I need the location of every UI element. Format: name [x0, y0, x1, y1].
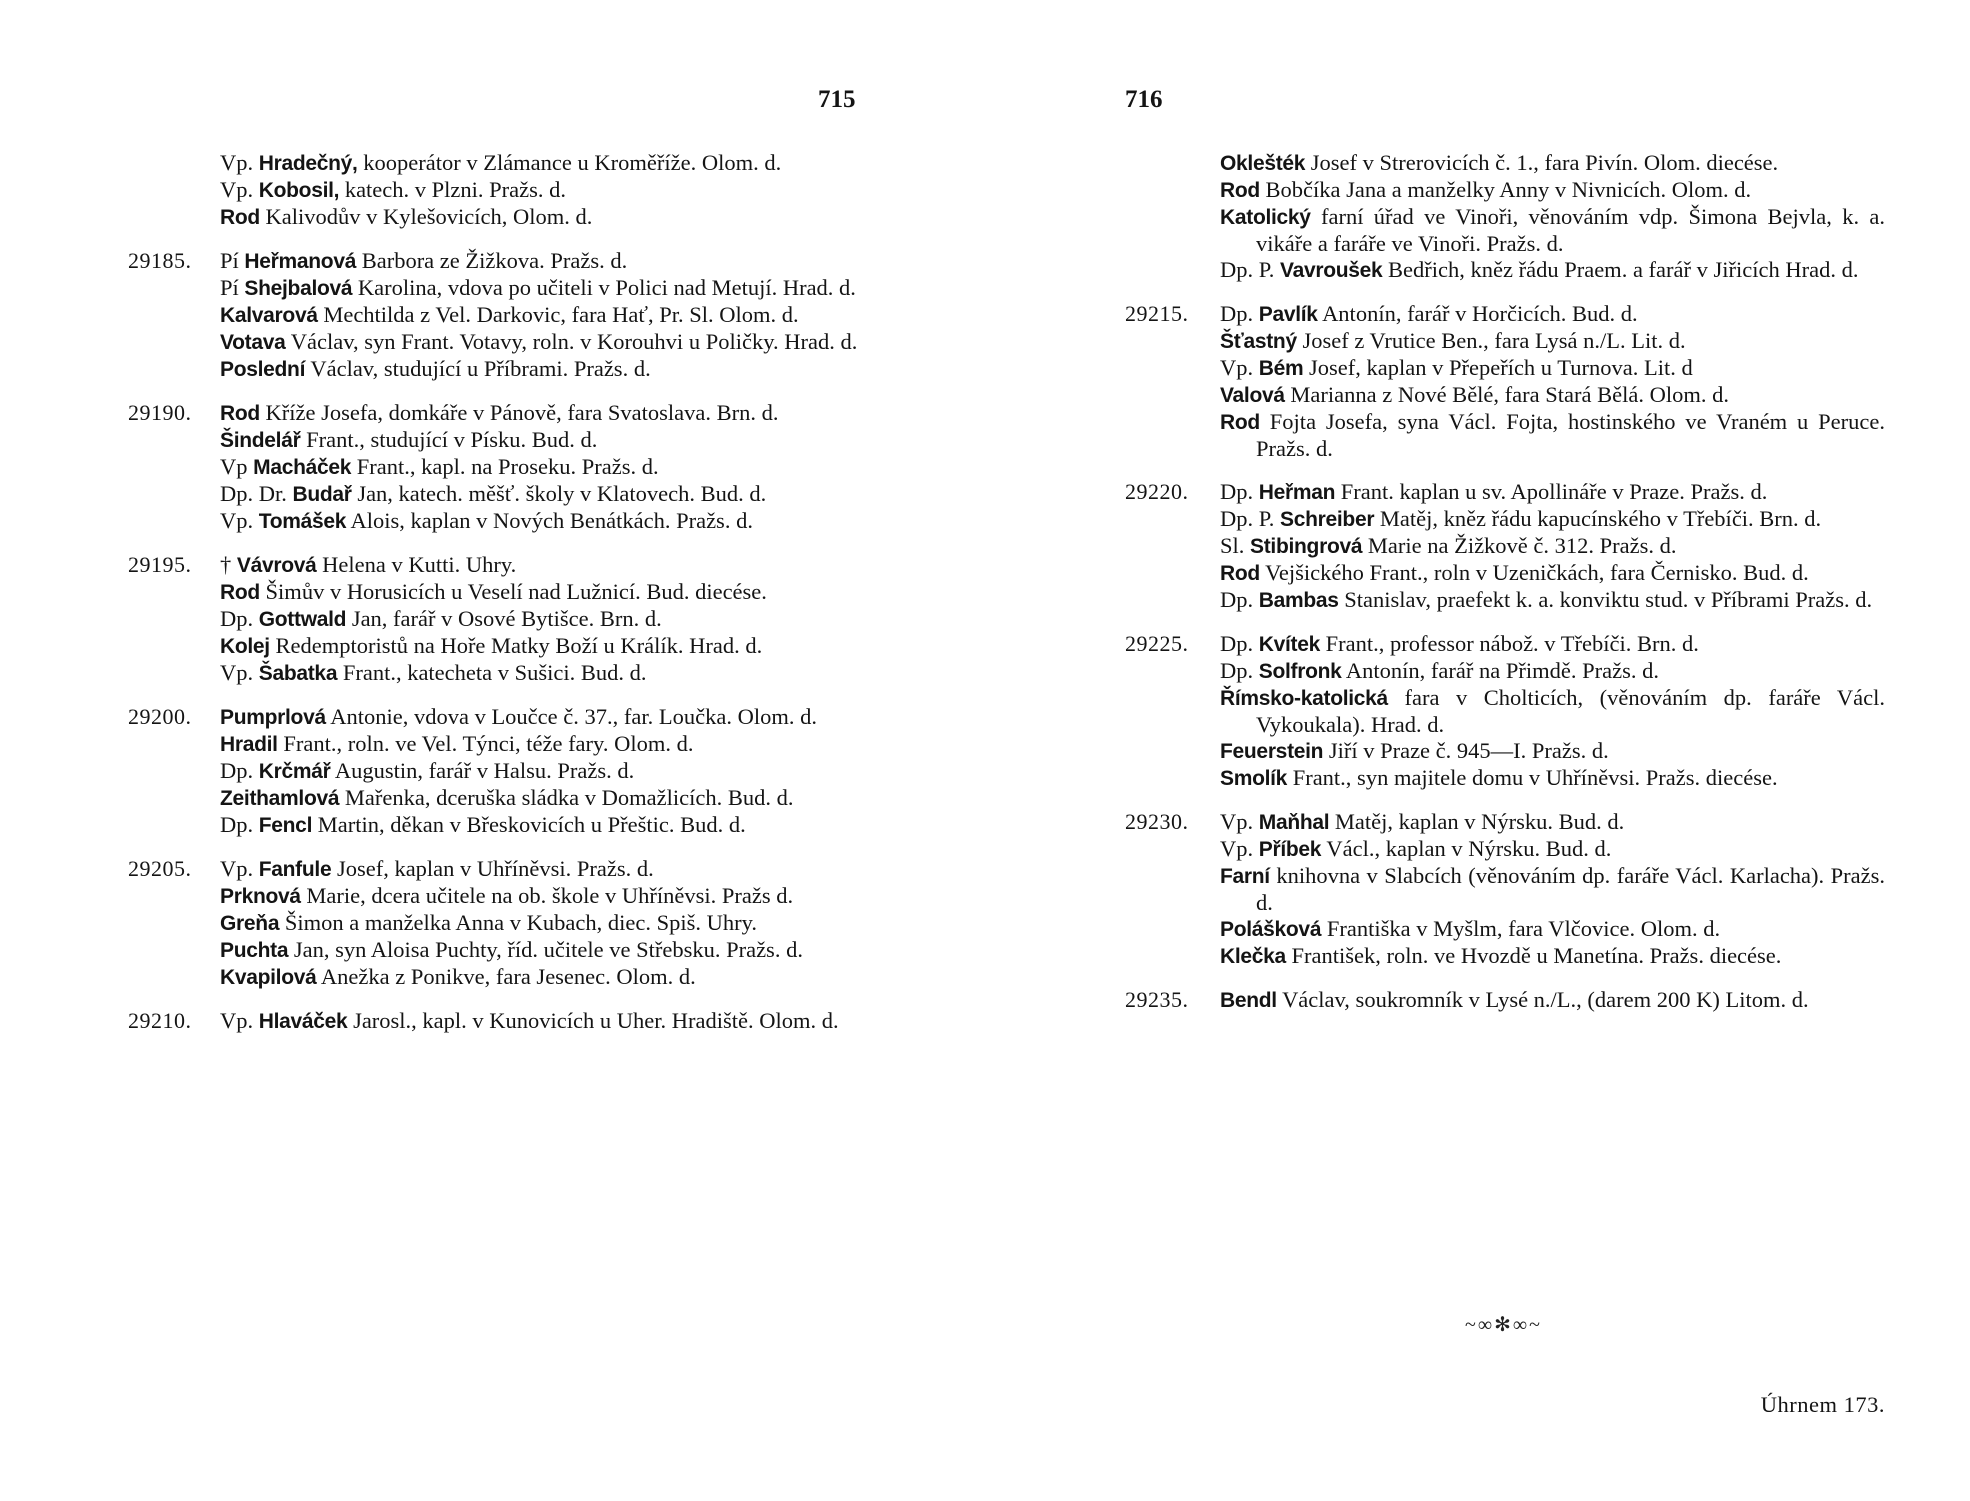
entry-text: Matěj, kněz řádu kapucínského v Třebíči. Brn. d. [1379, 506, 1822, 531]
entry-name: Prknová [220, 885, 301, 908]
entry-name: Tomášek [258, 510, 347, 533]
entry-text: Karolina, vdova po učiteli v Polici nad Metují. Hrad. d. [357, 275, 856, 300]
entry-text: Frant., syn majitele domu v Uhříněvsi. Pražs. diecése. [1292, 765, 1778, 790]
entry-title: † [220, 552, 232, 577]
list-item [220, 248, 863, 275]
entry-text: Josef, kaplan v Přepeřích u Turnova. Lit. d [1309, 355, 1693, 380]
entry-text: Bobčíka Jana a manželky Anny v Nivnicích. Olom. d. [1265, 177, 1752, 202]
entry-group [128, 552, 863, 687]
entry-text: Mechtilda z Vel. Darkovic, fara Hať, Pr. Sl. Olom. d. [323, 302, 799, 327]
entry-text: Václav, syn Frant. Votavy, roln. v Korouhvi u Poličky. Hrad. d. [290, 329, 858, 354]
list-item [1220, 916, 1885, 943]
list-item [1220, 479, 1885, 506]
list-item [220, 204, 863, 231]
list-item [1220, 809, 1885, 836]
list-item [1220, 738, 1885, 765]
list-item [1220, 836, 1885, 863]
entry-title: Dp. [1220, 658, 1254, 683]
list-item [1220, 177, 1885, 204]
list-item [220, 856, 863, 883]
page-number: 716 [1125, 86, 1163, 113]
entry-title: Dp. [220, 758, 254, 783]
entry-text: Mařenka, dceruška sládka v Domažlicích. Bud. d. [344, 785, 794, 810]
entry-name: Šindelář [220, 429, 301, 452]
entry-text: Jiří v Praze č. 945—I. Pražs. d. [1328, 738, 1609, 763]
list-item [220, 910, 863, 937]
entry-text: Šimon a manželka Anna v Kubach, diec. Spiš. Uhry. [284, 910, 758, 935]
list-item [1220, 943, 1885, 970]
entry-name: Kvítek [1258, 633, 1320, 656]
entry-title: Dp. [220, 812, 254, 837]
entry-number: 29215. [1125, 301, 1189, 326]
list-item [220, 883, 863, 910]
entry-name: Katolický [1220, 206, 1311, 229]
entry-title: Dp. P. [1220, 257, 1275, 282]
entry-name: Šabatka [258, 662, 338, 685]
list-item [220, 302, 863, 329]
entry-text: Václ., kaplan v Nýrsku. Bud. d. [1326, 836, 1612, 861]
entry-text: Anežka z Ponikve, fara Jesenec. Olom. d. [320, 964, 696, 989]
list-item [220, 785, 863, 812]
entry-text: Barbora ze Žižkova. Pražs. d. [361, 248, 628, 273]
list-item [1220, 409, 1885, 462]
list-item [1220, 328, 1885, 355]
entry-group [1125, 809, 1885, 970]
entry-text: Antonín, farář v Horčicích. Bud. d. [1322, 301, 1638, 326]
entry-name: Smolík [1220, 767, 1288, 790]
entry-group [128, 704, 863, 839]
entry-text: farní úřad ve Vinoři, věnováním vdp. Šimona Bejvla, k. a. vikáře a faráře ve Vinoři. Pražs. d. [1256, 204, 1886, 256]
list-item [220, 454, 863, 481]
list-item [1220, 150, 1885, 177]
ornament-divider: ~∞✻∞~ [1465, 1314, 1542, 1336]
entry-name: Budař [292, 483, 352, 506]
entry-title: Dp. [1220, 301, 1254, 326]
entry-text: Martin, děkan v Břeskovicích u Přeštic. Bud. d. [317, 812, 746, 837]
entry-number: 29235. [1125, 987, 1189, 1012]
entry-name: Hradečný, [258, 152, 358, 175]
entry-text: František, roln. ve Hvozdě u Manetína. Pražs. diecése. [1291, 943, 1782, 968]
list-item [220, 731, 863, 758]
entry-title: Vp. [1220, 809, 1254, 834]
entry-name: Poslední [220, 358, 306, 381]
entry-number: 29210. [128, 1008, 192, 1033]
list-item [220, 704, 863, 731]
entry-text: Kalivodův v Kylešovicích, Olom. d. [265, 204, 593, 229]
entry-text: katech. v Plzni. Pražs. d. [344, 177, 567, 202]
entry-text: Jarosl., kapl. v Kunovicích u Uher. Hradiště. Olom. d. [353, 1008, 839, 1033]
entry-name: Hlaváček [258, 1010, 348, 1033]
list-item [1220, 685, 1885, 738]
entries-column [1125, 150, 1885, 1031]
list-item [220, 633, 863, 660]
entry-number: 29185. [128, 248, 192, 273]
entry-name: Bendl [1220, 989, 1277, 1012]
entry-number: 29230. [1125, 809, 1189, 834]
entry-group [1125, 631, 1885, 792]
list-item [220, 758, 863, 785]
list-item [220, 812, 863, 839]
entry-name: Rod [220, 402, 260, 425]
entry-name: Puchta [220, 939, 289, 962]
entry-text: kooperátor v Zlámance u Kroměříže. Olom. d. [363, 150, 782, 175]
entry-name: Krčmář [258, 760, 331, 783]
entry-group [128, 856, 863, 991]
entry-title: Dp. [1220, 479, 1254, 504]
entry-text: Augustin, farář v Halsu. Pražs. d. [334, 758, 635, 783]
entry-text: Antonín, farář na Přimdě. Pražs. d. [1345, 658, 1659, 683]
entry-name: Kalvarová [220, 304, 318, 327]
entry-title: Vp. [220, 660, 254, 685]
list-item [1220, 631, 1885, 658]
entry-text: Fojta Josefa, syna Václ. Fojta, hostinského ve Vraném u Peruce. Pražs. d. [1256, 409, 1885, 461]
entry-title: Vp. [220, 856, 254, 881]
entry-text: Stanislav, praefekt k. a. konviktu stud. v Příbrami Pražs. d. [1344, 587, 1873, 612]
entry-name: Votava [220, 331, 286, 354]
list-item [220, 1008, 863, 1035]
entry-text: Frant., professor nábož. v Třebíči. Brn. d. [1325, 631, 1699, 656]
entry-text: knihovna v Slabcích (věnováním dp. faráře Václ. Karlacha). Pražs. d. [1256, 863, 1886, 915]
list-item [1220, 506, 1885, 533]
entry-name: Schreiber [1280, 508, 1375, 531]
entry-name: Klečka [1220, 945, 1286, 968]
list-item [220, 660, 863, 687]
entry-group [1125, 987, 1885, 1014]
entry-name: Zeithamlová [220, 787, 340, 810]
entry-group [1125, 479, 1885, 614]
list-item [1220, 533, 1885, 560]
entry-name: Gottwald [258, 608, 347, 631]
entry-name: Kvapilová [220, 966, 317, 989]
list-item [220, 400, 863, 427]
entry-title: Dp. [1220, 631, 1254, 656]
entry-title: Pí [220, 248, 239, 273]
entry-name: Pumprlová [220, 706, 326, 729]
list-item [1220, 204, 1885, 257]
entry-title: Vp. [1220, 355, 1254, 380]
entry-name: Heřman [1258, 481, 1336, 504]
entry-group [128, 150, 863, 231]
list-item [220, 579, 863, 606]
entry-group [128, 248, 863, 383]
entry-name: Bambas [1258, 589, 1339, 612]
entry-title: Vp. [220, 1008, 254, 1033]
entry-name: Vavroušek [1280, 259, 1383, 282]
entry-name: Rod [220, 206, 260, 229]
entry-name: Stibingrová [1250, 535, 1363, 558]
entry-text: Františka v Myšlm, fara Vlčovice. Olom. d. [1326, 916, 1721, 941]
entry-text: Redemptoristů na Hoře Matky Boží u Králík. Hrad. d. [275, 633, 763, 658]
list-item [220, 937, 863, 964]
list-item [220, 356, 863, 383]
list-item [220, 329, 863, 356]
list-item [1220, 560, 1885, 587]
entry-text: Alois, kaplan v Nových Benátkách. Pražs. d. [350, 508, 753, 533]
list-item [1220, 587, 1885, 614]
entry-text: Vejšického Frant., roln v Uzeničkách, fara Černisko. Bud. d. [1265, 560, 1809, 585]
list-item [220, 552, 863, 579]
entry-name: Feuerstein [1220, 740, 1324, 763]
entry-group [1125, 301, 1885, 462]
list-item [1220, 658, 1885, 685]
list-item [1220, 301, 1885, 328]
entry-name: Rod [220, 581, 260, 604]
entry-text: Václav, studující u Příbrami. Pražs. d. [310, 356, 651, 381]
entry-text: Josef, kaplan v Uhříněvsi. Pražs. d. [336, 856, 654, 881]
list-item [1220, 863, 1885, 916]
entry-text: Václav, soukromník v Lysé n./L., (darem 200 K) Litom. d. [1282, 987, 1809, 1012]
entry-name: Fanfule [258, 858, 332, 881]
list-item [220, 427, 863, 454]
total-summary: Úhrnem 173. [1760, 1392, 1885, 1417]
entry-text: Matěj, kaplan v Nýrsku. Bud. d. [1334, 809, 1625, 834]
entry-name: Polášková [1220, 918, 1322, 941]
entry-number: 29225. [1125, 631, 1189, 656]
entry-text: fara v Cholticích, (věnováním dp. faráře Václ. Vykoukala). Hrad. d. [1256, 685, 1886, 737]
entry-name: Pavlík [1258, 303, 1318, 326]
entry-text: Frant. kaplan u sv. Apollináře v Praze. Pražs. d. [1340, 479, 1768, 504]
entry-name: Kobosil, [258, 179, 340, 202]
entry-name: Solfronk [1258, 660, 1342, 683]
entry-name: Bém [1258, 357, 1304, 380]
entry-text: Frant., katecheta v Sušici. Bud. d. [342, 660, 647, 685]
page-number: 715 [818, 86, 856, 113]
entry-number: 29190. [128, 400, 192, 425]
entry-title: Vp. [220, 508, 254, 533]
entry-title: Dp. [1220, 587, 1254, 612]
entry-text: Marie, dcera učitele na ob. škole v Uhříněvsi. Pražs d. [306, 883, 794, 908]
entry-text: Bedřich, kněz řádu Praem. a farář v Jiřicích Hrad. d. [1388, 257, 1859, 282]
right-page [985, 0, 1970, 1501]
entry-title: Pí [220, 275, 239, 300]
entry-name: Rod [1220, 411, 1260, 434]
entry-title: Vp. [220, 177, 254, 202]
entry-name: Vávrová [236, 554, 317, 577]
entry-name: Farní [1220, 865, 1270, 888]
entry-name: Rod [1220, 562, 1260, 585]
entry-name: Šťastný [1220, 330, 1297, 353]
entry-number: 29195. [128, 552, 192, 577]
entry-title: Sl. [1220, 533, 1245, 558]
list-item [220, 606, 863, 633]
entry-name: Kolej [220, 635, 270, 658]
entry-name: Shejbalová [244, 277, 353, 300]
entry-text: Frant., roln. ve Vel. Týnci, téže fary. Olom. d. [283, 731, 694, 756]
entry-name: Rod [1220, 179, 1260, 202]
list-item [1220, 355, 1885, 382]
entries-column [128, 150, 863, 1052]
list-item [220, 964, 863, 991]
entry-name: Hradil [220, 733, 278, 756]
entry-title: Vp. [220, 150, 254, 175]
entry-name: Maňhal [1258, 811, 1330, 834]
entry-text: Šimův v Horusicích u Veselí nad Lužnicí. Bud. diecése. [265, 579, 767, 604]
entry-text: Kříže Josefa, domkáře v Pánově, fara Svatoslava. Brn. d. [265, 400, 779, 425]
entry-name: Greňa [220, 912, 280, 935]
entry-title: Dp. P. [1220, 506, 1275, 531]
entry-text: Frant., studující v Písku. Bud. d. [306, 427, 598, 452]
entry-number: 29220. [1125, 479, 1189, 504]
entry-number: 29205. [128, 856, 192, 881]
entry-text: Marie na Žižkově č. 312. Pražs. d. [1367, 533, 1677, 558]
entry-text: Marianna z Nové Bělé, fara Stará Bělá. Olom. d. [1290, 382, 1729, 407]
entry-text: Jan, katech. měšť. školy v Klatovech. Bud. d. [357, 481, 767, 506]
entry-name: Heřmanová [244, 250, 357, 273]
entry-name: Oklešték [1220, 152, 1306, 175]
list-item [1220, 382, 1885, 409]
entry-group [1125, 150, 1885, 284]
entry-text: Josef z Vrutice Ben., fara Lysá n./L. Lit. d. [1302, 328, 1686, 353]
entry-name: Valová [1220, 384, 1285, 407]
list-item [1220, 257, 1885, 284]
entry-name: Fencl [258, 814, 313, 837]
entry-group [128, 1008, 863, 1035]
entry-name: Příbek [1258, 838, 1322, 861]
entry-title: Vp [220, 454, 248, 479]
entry-name: Macháček [253, 456, 352, 479]
entry-number: 29200. [128, 704, 192, 729]
entry-title: Dp. Dr. [220, 481, 287, 506]
list-item [220, 275, 863, 302]
entry-text: Helena v Kutti. Uhry. [322, 552, 517, 577]
list-item [1220, 987, 1885, 1014]
entry-text: Frant., kapl. na Proseku. Pražs. d. [356, 454, 659, 479]
list-item [220, 177, 863, 204]
entry-name: Římsko-katolická [1220, 687, 1388, 710]
list-item [220, 150, 863, 177]
entry-text: Antonie, vdova v Loučce č. 37., far. Loučka. Olom. d. [330, 704, 817, 729]
list-item [220, 508, 863, 535]
entry-group [128, 400, 863, 535]
entry-text: Jan, farář v Osové Bytišce. Brn. d. [351, 606, 662, 631]
entry-title: Dp. [220, 606, 254, 631]
entry-text: Jan, syn Aloisa Puchty, říd. učitele ve Střebsku. Pražs. d. [293, 937, 803, 962]
entry-text: Josef v Strerovicích č. 1., fara Pivín. Olom. diecése. [1310, 150, 1779, 175]
entry-title: Vp. [1220, 836, 1254, 861]
list-item [220, 481, 863, 508]
list-item [1220, 765, 1885, 792]
